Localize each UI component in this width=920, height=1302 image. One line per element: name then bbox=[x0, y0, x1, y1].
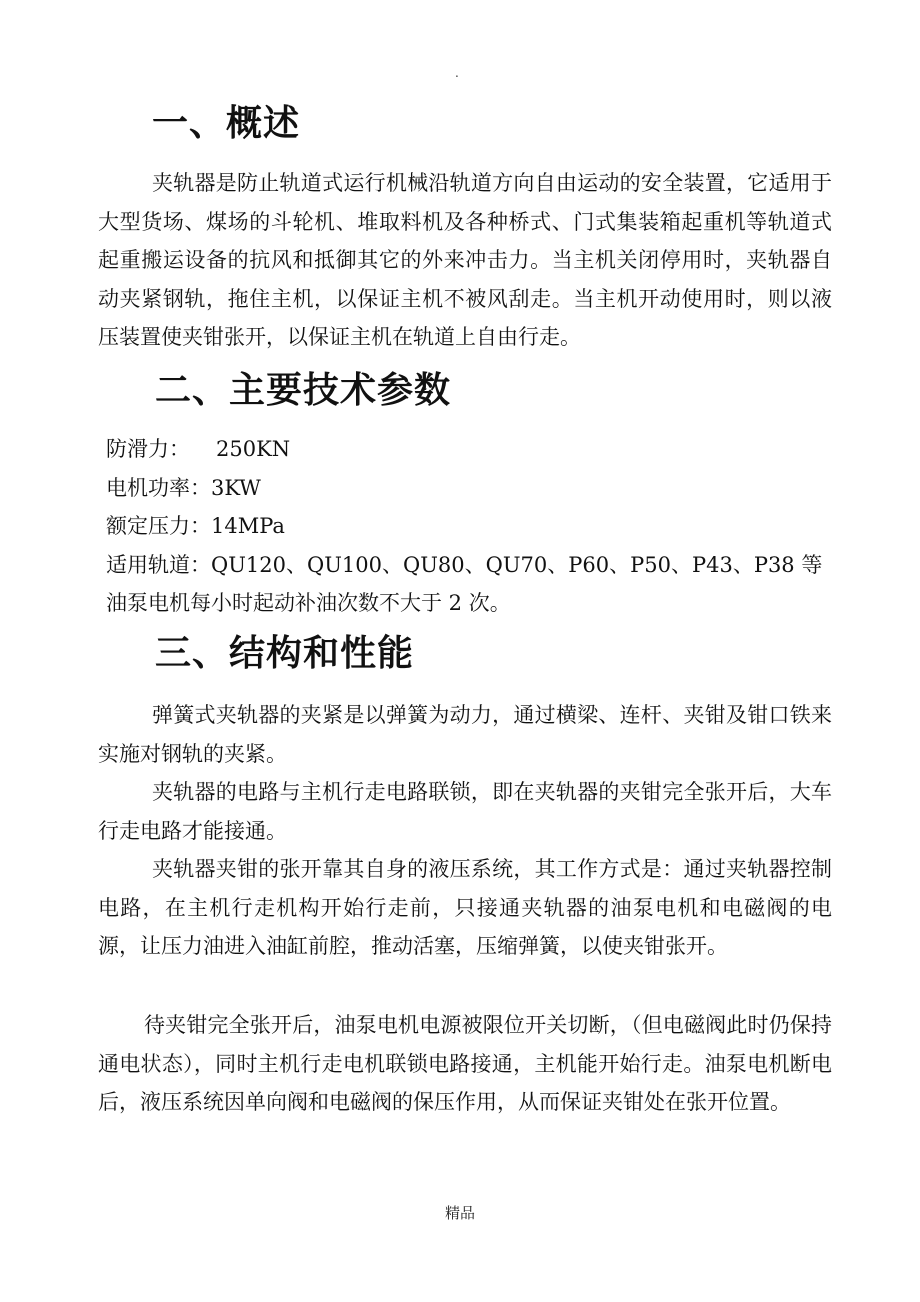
header-mark: . bbox=[455, 66, 459, 80]
page-footer: 精品 bbox=[444, 1204, 475, 1222]
param-row-pump-starts bbox=[106, 584, 846, 623]
param-value: QU120、QU100、QU80、QU70、P60、P50、P43、P38 等 bbox=[211, 552, 823, 577]
param-label: 额定压力： bbox=[106, 514, 211, 539]
param-row-rated-pressure bbox=[106, 507, 846, 546]
param-label: 适用轨道： bbox=[106, 552, 211, 577]
param-row-applicable-rail bbox=[106, 546, 846, 585]
param-row-motor-power bbox=[106, 469, 846, 508]
param-label: 防滑力： bbox=[106, 437, 190, 461]
section-heading-parameters: 二、主要技术参数 bbox=[155, 370, 452, 411]
param-value: 3KW bbox=[211, 475, 261, 500]
section-heading-structure: 三、结构和性能 bbox=[155, 633, 415, 674]
param-label: 电机功率： bbox=[106, 475, 211, 500]
structure-paragraph: 弹簧式夹轨器的夹紧是以弹簧为动力，通过横梁、连杆、夹钳及钳口铁来实施对钢轨的夹紧。 bbox=[98, 703, 832, 766]
parameter-list bbox=[106, 430, 846, 623]
overview-paragraph: 夹轨器是防止轨道式运行机械沿轨道方向自由运动的安全装置，它适用于大型货场、煤场的斗轮机、堆取料机及各种桥式、门式集装箱起重机等轨道式起重搬运设备的抗风和抵御其它的外来冲击力。当主机关闭停用时，夹轨器自动夹紧钢轨，拖住主机，以保证主机不被风刮走。当主机开动使用时，则以液压装置使夹钳张开，以保证主机在轨道上自由行走。 bbox=[98, 171, 832, 350]
param-value: 250KN bbox=[216, 437, 291, 461]
structure-paragraph: 待夹钳完全张开后，油泵电机电源被限位开关切断，（但电磁阀此时仍保持通电状态），同时主机行走电机联锁电路接通，主机能开始行走。油泵电机断电后，液压系统因单向阀和电磁阀的保压作用，从而保证夹钳处在张开位置。 bbox=[98, 1013, 832, 1115]
structure-paragraph: 夹轨器夹钳的张开靠其自身的液压系统，其工作方式是：通过夹轨器控制电路，在主机行走机构开始行走前，只接通夹轨器的油泵电机和电磁阀的电源，让压力油进入油缸前腔，推动活塞，压缩弹簧，以使夹钳张开。 bbox=[98, 857, 832, 959]
param-value: 油泵电机每小时起动补油次数不大于 2 次。 bbox=[106, 591, 511, 616]
structure-paragraph: 夹轨器的电路与主机行走电路联锁，即在夹轨器的夹钳完全张开后，大车行走电路才能接通。 bbox=[98, 780, 832, 843]
param-row-anti-slip bbox=[106, 430, 846, 469]
param-value: 14MPa bbox=[211, 514, 285, 539]
section-heading-overview: 一、概述 bbox=[152, 103, 301, 144]
